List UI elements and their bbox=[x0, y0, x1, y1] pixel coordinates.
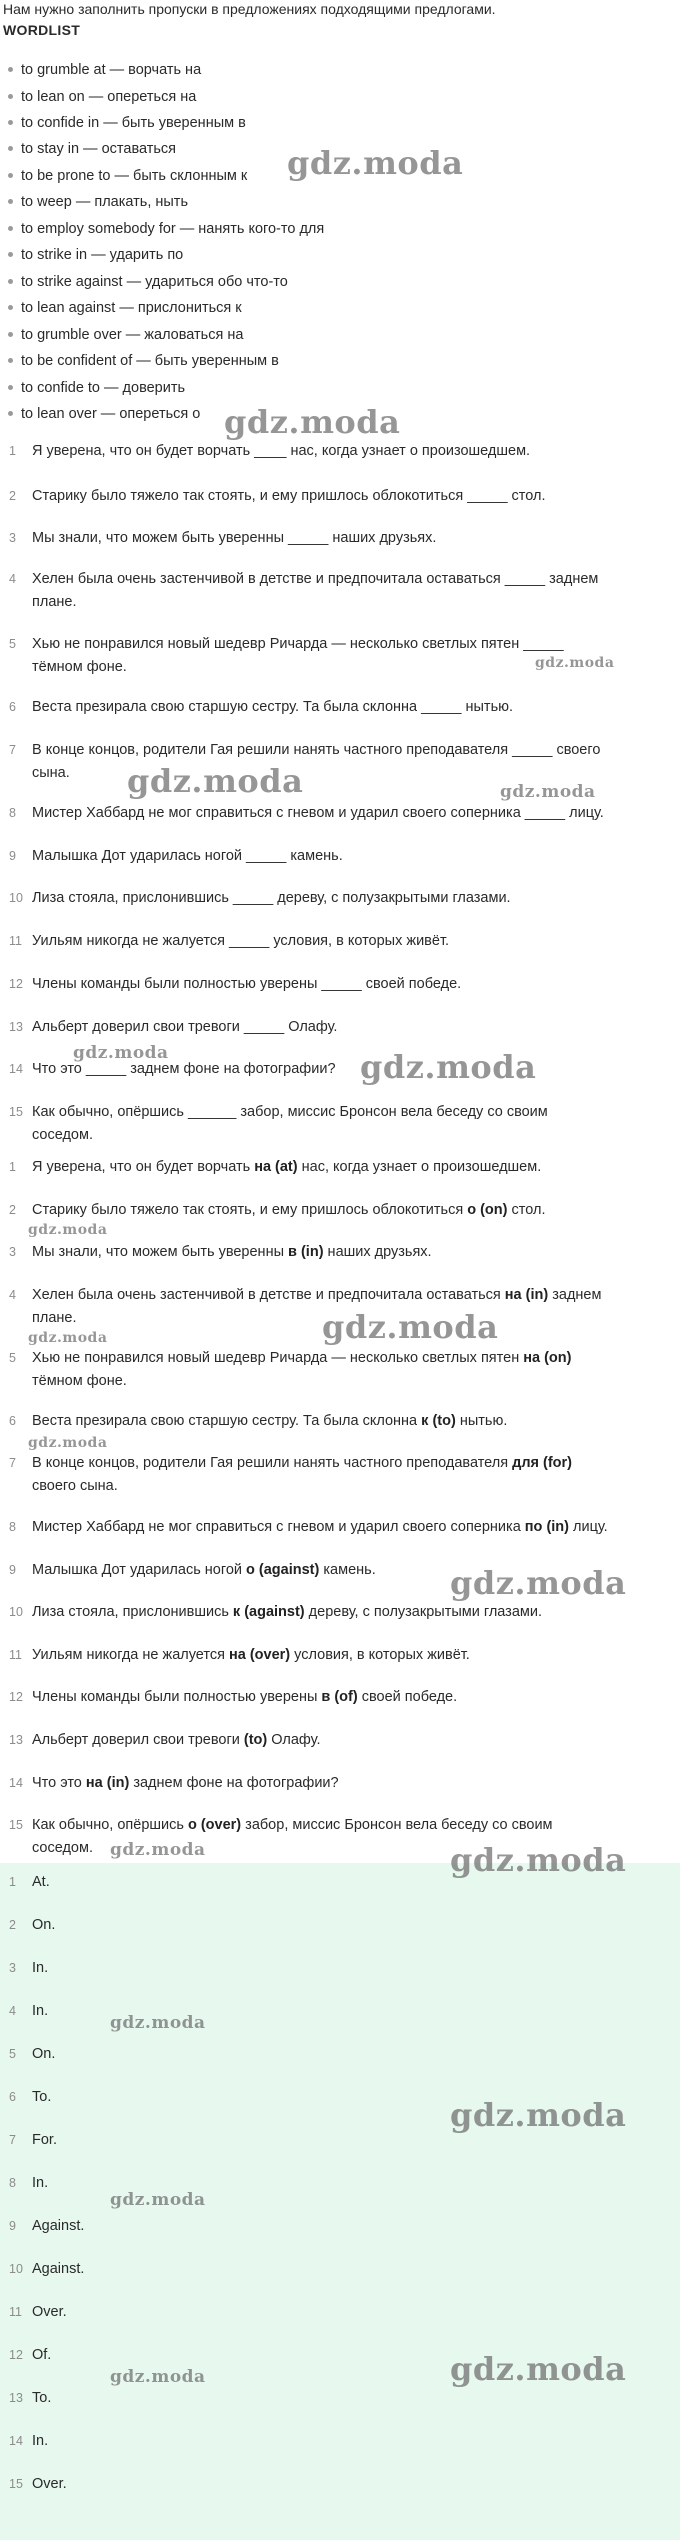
exercise-number: 3 bbox=[9, 1245, 16, 1259]
exercise-text: Хелен была очень застенчивой в детстве и предпочитала оставаться _____ заднем плане. bbox=[32, 571, 599, 610]
answer-value: In. bbox=[32, 2175, 49, 2191]
answer-row bbox=[0, 2207, 680, 2249]
answer-preposition: о (on) bbox=[467, 1202, 508, 1218]
bullet-icon bbox=[8, 332, 13, 337]
filled-text: Мы знали, что можем быть уверенны в (in) наших друзьях. bbox=[32, 1244, 432, 1260]
answer-preposition: для (for) bbox=[512, 1455, 572, 1471]
answer-value: In. bbox=[32, 2433, 49, 2449]
answer-number: 1 bbox=[9, 1875, 16, 1889]
exercise-number: 9 bbox=[9, 1563, 16, 1577]
answer-row bbox=[0, 2164, 680, 2206]
exercise-text: Уильям никогда не жалуется _____ условия, в которых живёт. bbox=[32, 933, 450, 949]
wordlist-item: to lean on — опереться на bbox=[8, 87, 196, 107]
filled-text: В конце концов, родители Гая решили нанять частного преподавателя для (for) своего сына. bbox=[32, 1455, 572, 1494]
answer-number: 8 bbox=[9, 2176, 16, 2190]
answer-value: On. bbox=[32, 1917, 56, 1933]
wordlist-item: to confide in — быть уверенным в bbox=[8, 113, 246, 133]
watermark: gdz.moda bbox=[224, 403, 401, 441]
bullet-icon bbox=[8, 146, 13, 151]
answer-preposition: (to) bbox=[243, 1732, 268, 1748]
exercise-text: Что это _____ заднем фоне на фотографии? bbox=[32, 1061, 336, 1077]
exercise-text: Альберт доверил свои тревоги _____ Олафу. bbox=[32, 1019, 338, 1035]
filled-text: Как обычно, опёршись о (over) забор, миссис Бронсон вела беседу со своим соседом. bbox=[32, 1817, 553, 1856]
exercise-number: 13 bbox=[9, 1020, 23, 1034]
answer-value: Over. bbox=[32, 2304, 67, 2320]
wordlist-title: WORDLIST bbox=[3, 22, 81, 38]
answer-value: For. bbox=[32, 2132, 57, 2148]
wordlist-item: to strike against — удариться обо что-то bbox=[8, 272, 288, 292]
exercise-number: 5 bbox=[9, 1351, 16, 1365]
exercise-number: 9 bbox=[9, 849, 16, 863]
answer-number: 13 bbox=[9, 2391, 23, 2405]
exercise-number: 8 bbox=[9, 806, 16, 820]
answer-value: At. bbox=[32, 1874, 50, 1890]
watermark: gdz.moda bbox=[450, 1841, 627, 1879]
answer-number: 6 bbox=[9, 2090, 16, 2104]
exercise-number: 1 bbox=[9, 444, 16, 458]
exercise-number: 15 bbox=[9, 1818, 23, 1832]
wordlist-item: to be prone to — быть склонным к bbox=[8, 166, 247, 186]
bullet-icon bbox=[8, 173, 13, 178]
filled-text: Лиза стояла, прислонившись к (against) дереву, с полузакрытыми глазами. bbox=[32, 1604, 542, 1620]
watermark: gdz.moda bbox=[450, 2350, 627, 2388]
exercise-number: 14 bbox=[9, 1776, 23, 1790]
exercise-number: 6 bbox=[9, 1414, 16, 1428]
exercise-text: Лиза стояла, прислонившись _____ дереву, с полузакрытыми глазами. bbox=[32, 890, 511, 906]
answer-preposition: о (against) bbox=[246, 1562, 320, 1578]
exercise-number: 14 bbox=[9, 1062, 23, 1076]
bullet-icon bbox=[8, 120, 13, 125]
wordlist-item: to strike in — ударить по bbox=[8, 245, 183, 265]
exercise-number: 13 bbox=[9, 1733, 23, 1747]
answers-panel bbox=[0, 1863, 680, 2540]
exercise-number: 3 bbox=[9, 531, 16, 545]
exercise-text: Мы знали, что можем быть уверенны _____ наших друзьях. bbox=[32, 530, 437, 546]
answer-number: 14 bbox=[9, 2434, 23, 2448]
answer-preposition: к (to) bbox=[421, 1413, 456, 1429]
bullet-icon bbox=[8, 94, 13, 99]
wordlist-item: to lean against — прислониться к bbox=[8, 298, 242, 318]
wordlist-item: to weep — плакать, ныть bbox=[8, 192, 188, 212]
watermark: gdz.moda bbox=[110, 1840, 206, 1860]
filled-text: Я уверена, что он будет ворчать на (at) нас, когда узнает о произошедшем. bbox=[32, 1159, 542, 1175]
filled-text: Члены команды были полностью уверены в (of) своей победе. bbox=[32, 1689, 458, 1705]
answer-preposition: на (on) bbox=[523, 1350, 572, 1366]
filled-text: Альберт доверил свои тревоги (to) Олафу. bbox=[32, 1732, 321, 1748]
exercise-number: 1 bbox=[9, 1160, 16, 1174]
answer-value: Against. bbox=[32, 2261, 85, 2277]
bullet-icon bbox=[8, 411, 13, 416]
exercise-number: 8 bbox=[9, 1520, 16, 1534]
answer-row bbox=[0, 2422, 680, 2464]
watermark: gdz.moda bbox=[360, 1048, 537, 1086]
answer-row bbox=[0, 1992, 680, 2034]
watermark: gdz.moda bbox=[500, 782, 596, 802]
answer-number: 15 bbox=[9, 2477, 23, 2491]
bullet-icon bbox=[8, 67, 13, 72]
filled-text: Малышка Дот ударилась ногой о (against) камень. bbox=[32, 1562, 376, 1578]
exercise-text: Мистер Хаббард не мог справиться с гневом и ударил своего соперника _____ лицу. bbox=[32, 805, 604, 821]
exercise-number: 5 bbox=[9, 637, 16, 651]
answer-value: To. bbox=[32, 2390, 52, 2406]
bullet-icon bbox=[8, 252, 13, 257]
answer-preposition: в (of) bbox=[321, 1689, 358, 1705]
exercise-number: 6 bbox=[9, 700, 16, 714]
intro-text: Нам нужно заполнить пропуски в предложениях подходящими предлогами. bbox=[3, 1, 496, 17]
watermark: gdz.moda bbox=[287, 144, 464, 182]
wordlist-item: to lean over — опереться о bbox=[8, 404, 200, 424]
answer-number: 7 bbox=[9, 2133, 16, 2147]
watermark: gdz.moda bbox=[28, 1222, 108, 1238]
wordlist-item: to grumble at — ворчать на bbox=[8, 60, 201, 80]
wordlist-item: to grumble over — жаловаться на bbox=[8, 325, 243, 345]
answer-preposition: о (over) bbox=[187, 1817, 242, 1833]
exercise-number: 10 bbox=[9, 1605, 23, 1619]
exercise-text: Как обычно, опёршись ______ забор, миссис Бронсон вела беседу со своим соседом. bbox=[32, 1104, 548, 1143]
watermark: gdz.moda bbox=[110, 2013, 206, 2033]
answer-value: Against. bbox=[32, 2218, 85, 2234]
answer-number: 12 bbox=[9, 2348, 23, 2362]
exercise-number: 10 bbox=[9, 891, 23, 905]
answer-preposition: на (at) bbox=[254, 1159, 298, 1175]
answer-preposition: на (over) bbox=[229, 1647, 291, 1663]
answer-row bbox=[0, 2035, 680, 2077]
answer-value: In. bbox=[32, 2003, 49, 2019]
watermark: gdz.moda bbox=[110, 2190, 206, 2210]
exercise-text: Старику было тяжело так стоять, и ему пришлось облокотиться _____ стол. bbox=[32, 488, 546, 504]
exercise-number: 11 bbox=[9, 1648, 22, 1662]
answer-row bbox=[0, 2465, 680, 2507]
watermark: gdz.moda bbox=[73, 1043, 169, 1063]
watermark: gdz.moda bbox=[450, 2096, 627, 2134]
bullet-icon bbox=[8, 226, 13, 231]
answer-value: Of. bbox=[32, 2347, 52, 2363]
watermark: gdz.moda bbox=[127, 762, 304, 800]
wordlist-item: to stay in — оставаться bbox=[8, 139, 176, 159]
answer-number: 10 bbox=[9, 2262, 23, 2276]
filled-text: Что это на (in) заднем фоне на фотографии? bbox=[32, 1775, 339, 1791]
bullet-icon bbox=[8, 279, 13, 284]
answer-number: 3 bbox=[9, 1961, 16, 1975]
filled-text: Хелен была очень застенчивой в детстве и предпочитала оставаться на (in) заднем плане. bbox=[32, 1287, 602, 1326]
wordlist-item: to employ somebody for — нанять кого-то для bbox=[8, 219, 324, 239]
exercise-text: Веста презирала свою старшую сестру. Та была склонна _____ нытью. bbox=[32, 699, 514, 715]
answer-row bbox=[0, 1906, 680, 1948]
filled-text: Уильям никогда не жалуется на (over) условия, в которых живёт. bbox=[32, 1647, 470, 1663]
exercise-number: 4 bbox=[9, 572, 16, 586]
answer-value: Over. bbox=[32, 2476, 67, 2492]
answer-value: In. bbox=[32, 1960, 49, 1976]
answer-number: 4 bbox=[9, 2004, 16, 2018]
answer-number: 5 bbox=[9, 2047, 16, 2061]
exercise-number: 12 bbox=[9, 1690, 23, 1704]
filled-text: Веста презирала свою старшую сестру. Та была склонна к (to) нытью. bbox=[32, 1413, 508, 1429]
answer-number: 9 bbox=[9, 2219, 16, 2233]
answer-row bbox=[0, 1949, 680, 1991]
exercise-text: Малышка Дот ударилась ногой _____ камень. bbox=[32, 848, 343, 864]
answer-preposition: в (in) bbox=[288, 1244, 324, 1260]
answer-preposition: по (in) bbox=[524, 1519, 569, 1535]
exercise-text: Члены команды были полностью уверены _____ своей победе. bbox=[32, 976, 462, 992]
exercise-text: Хью не понравился новый шедевр Ричарда — несколько светлых пятен _____ тёмном фоне. bbox=[32, 636, 564, 675]
answer-preposition: на (in) bbox=[504, 1287, 549, 1303]
answer-preposition: к (against) bbox=[232, 1604, 305, 1620]
watermark: gdz.moda bbox=[28, 1435, 108, 1451]
bullet-icon bbox=[8, 385, 13, 390]
answer-number: 11 bbox=[9, 2305, 22, 2319]
wordlist-item: to be confident of — быть уверенным в bbox=[8, 351, 279, 371]
filled-text: Мистер Хаббард не мог справиться с гневом и ударил своего соперника по (in) лицу. bbox=[32, 1519, 608, 1535]
exercise-number: 4 bbox=[9, 1288, 16, 1302]
exercise-text: Я уверена, что он будет ворчать ____ нас, когда узнает о произошедшем. bbox=[32, 443, 531, 459]
bullet-icon bbox=[8, 199, 13, 204]
exercise-text: В конце концов, родители Гая решили нанять частного преподавателя _____ своего сына. bbox=[32, 742, 601, 781]
bullet-icon bbox=[8, 305, 13, 310]
watermark: gdz.moda bbox=[322, 1308, 499, 1346]
answer-preposition: на (in) bbox=[85, 1775, 130, 1791]
wordlist-item: to confide to — доверить bbox=[8, 378, 185, 398]
answer-value: On. bbox=[32, 2046, 56, 2062]
watermark: gdz.moda bbox=[535, 655, 615, 671]
exercise-number: 2 bbox=[9, 489, 16, 503]
exercise-number: 7 bbox=[9, 743, 16, 757]
bullet-icon bbox=[8, 358, 13, 363]
exercise-number: 15 bbox=[9, 1105, 23, 1119]
filled-text: Хью не понравился новый шедевр Ричарда — несколько светлых пятен на (on) тёмном фоне. bbox=[32, 1350, 572, 1389]
exercise-number: 11 bbox=[9, 934, 22, 948]
exercise-number: 7 bbox=[9, 1456, 16, 1470]
answer-value: To. bbox=[32, 2089, 52, 2105]
filled-text: Старику было тяжело так стоять, и ему пришлось облокотиться о (on) стол. bbox=[32, 1202, 546, 1218]
watermark: gdz.moda bbox=[28, 1330, 108, 1346]
watermark: gdz.moda bbox=[110, 2367, 206, 2387]
exercise-number: 2 bbox=[9, 1203, 16, 1217]
exercise-number: 12 bbox=[9, 977, 23, 991]
answer-row bbox=[0, 2293, 680, 2335]
watermark: gdz.moda bbox=[450, 1564, 627, 1602]
answer-row bbox=[0, 2250, 680, 2292]
answer-number: 2 bbox=[9, 1918, 16, 1932]
